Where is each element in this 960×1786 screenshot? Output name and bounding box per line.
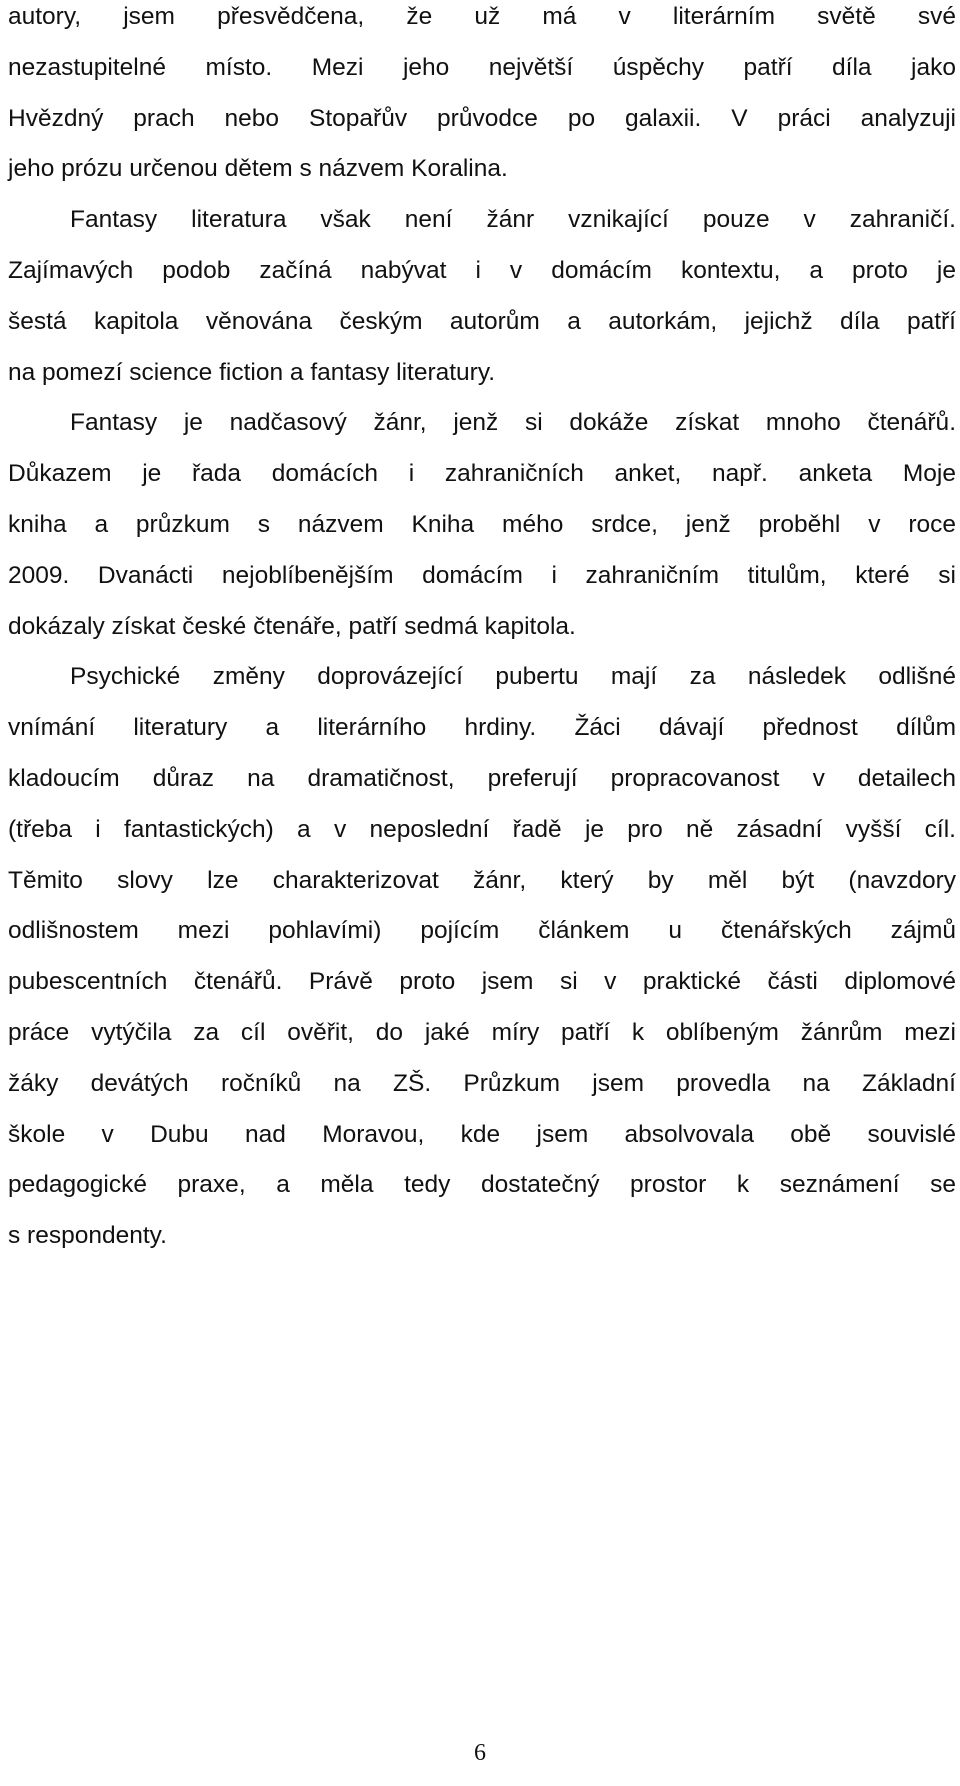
text-line: Zajímavých podob začíná nabývat i v domácím kontextu, a proto je [8,256,956,284]
text-line: Hvězdný prach nebo Stopařův průvodce po galaxii. V práci analyzuji [8,104,956,132]
text-line: žáky devátých ročníků na ZŠ. Průzkum jsem provedla na Základní [8,1069,956,1097]
text-line: škole v Dubu nad Moravou, kde jsem absolvovala obě souvislé [8,1120,956,1148]
text-line: Fantasy je nadčasový žánr, jenž si dokáže získat mnoho čtenářů. [70,409,956,437]
text-line: (třeba i fantastických) a v neposlední řadě je pro ně zásadní vyšší cíl. [8,815,956,843]
text-line: práce vytýčila za cíl ověřit, do jaké míry patří k oblíbeným žánrům mezi [8,1018,956,1046]
text-line: s respondenty. [8,1222,167,1250]
text-line: 2009. Dvanácti nejoblíbenějším domácím i zahraničním titulům, které si [8,561,956,589]
text-line: Těmito slovy lze charakterizovat žánr, který by měl být (navzdory [8,866,956,894]
text-line: autory, jsem přesvědčena, že už má v literárním světě své [8,3,956,30]
paragraph-1 [8,0,956,195]
text-line: odlišnostem mezi pohlavími) pojícím článkem u čtenářských zájmů [8,917,956,945]
text-line: šestá kapitola věnována českým autorům a autorkám, jejichž díla patří [8,307,956,335]
text-line: dokázaly získat české čtenáře, patří sedmá kapitola. [8,612,576,640]
text-line: pedagogické praxe, a měla tedy dostatečný prostor k seznámení se [8,1171,956,1199]
paragraph-4 [8,652,956,1262]
text-line: nezastupitelné místo. Mezi jeho největší úspěchy patří díla jako [8,53,956,81]
text-line: na pomezí science fiction a fantasy literatury. [8,358,496,386]
page-number: 6 [474,1740,486,1766]
text-line: vnímání literatury a literárního hrdiny. Žáci dávají přednost dílům [8,714,956,742]
text-line: jeho prózu určenou dětem s názvem Koralina. [8,155,508,183]
paragraph-2 [8,195,956,398]
paragraph-3 [8,398,956,652]
text-line: kladoucím důraz na dramatičnost, preferují propracovanost v detailech [8,764,956,792]
text-line: Fantasy literatura však není žánr vznikající pouze v zahraničí. [70,206,956,234]
text-line: pubescentních čtenářů. Právě proto jsem si v praktické části diplomové [8,968,956,996]
text-line: Důkazem je řada domácích i zahraničních anket, např. anketa Moje [8,460,956,488]
text-line: Psychické změny doprovázející pubertu mají za následek odlišné [70,663,956,691]
text-line: kniha a průzkum s názvem Kniha mého srdce, jenž proběhl v roce [8,510,956,538]
body-text [8,0,956,1262]
